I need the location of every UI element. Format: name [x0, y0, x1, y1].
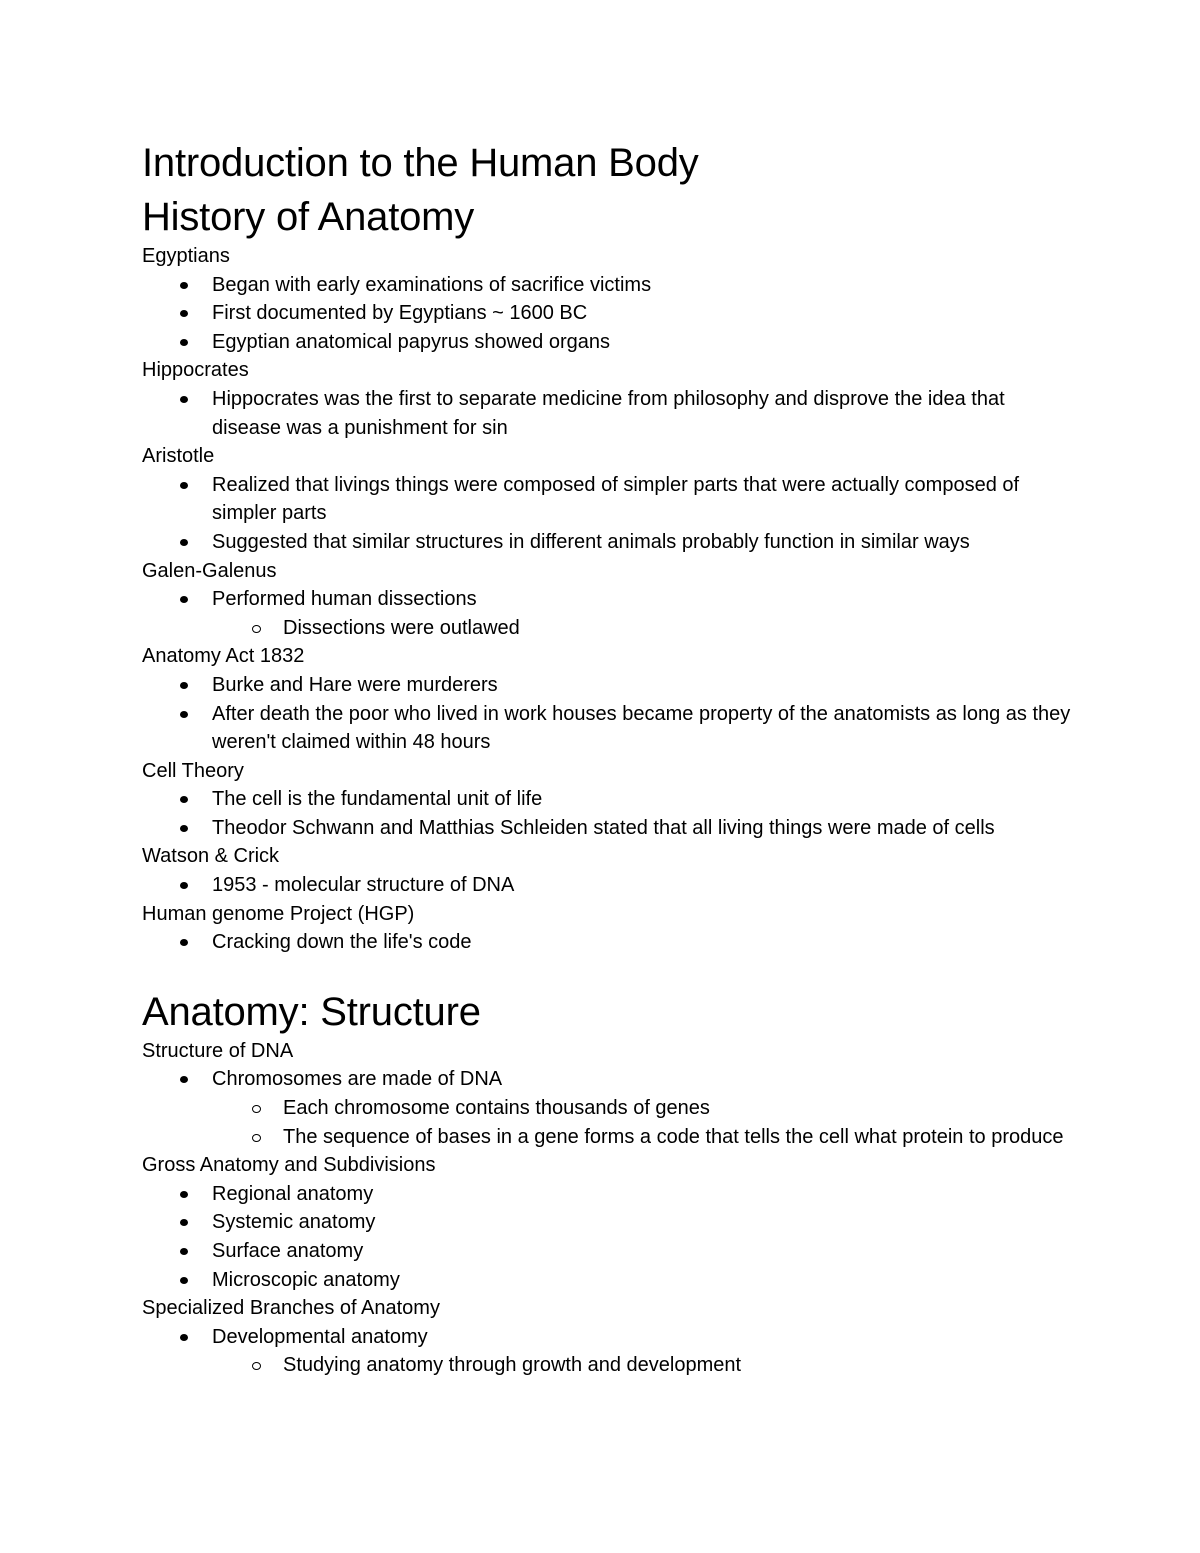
filled-bullet-icon: [180, 310, 188, 317]
bullet-list: [142, 671, 1072, 757]
hollow-bullet-icon: [252, 1134, 261, 1142]
section-label-watson-crick: Watson & Crick: [142, 845, 280, 868]
section-label-anatomy-act-1832: Anatomy Act 1832: [142, 645, 305, 668]
history-heading: History of Anatomy: [142, 195, 475, 239]
sub-list-item: [142, 1351, 1072, 1380]
bullet-list: [142, 1180, 1072, 1294]
list-item: [142, 471, 1072, 528]
bullet-list: [142, 1323, 1072, 1380]
list-item: [142, 1208, 1072, 1237]
hollow-bullet-icon: [252, 1105, 261, 1113]
filled-bullet-icon: [180, 396, 188, 403]
filled-bullet-icon: [180, 596, 188, 603]
bullet-list: [142, 785, 1072, 842]
structure-sections: [142, 1037, 1072, 1380]
filled-bullet-icon: [180, 1219, 188, 1226]
filled-bullet-icon: [180, 1248, 188, 1255]
bullet-list: [142, 585, 1072, 642]
bullet-list: [142, 471, 1072, 557]
list-item-text: Microscopic anatomy: [212, 1268, 400, 1291]
list-item-text: Surface anatomy: [212, 1240, 364, 1262]
list-item-text: Theodor Schwann and Matthias Schleiden stated that all living things were made of cells: [212, 816, 995, 839]
list-item-text: After death the poor who lived in work houses became property of the anatomists as long as they weren't claimed within 48 hours: [212, 702, 1071, 754]
list-item-text: The cell is the fundamental unit of life: [212, 788, 543, 811]
list-item: [142, 328, 1072, 357]
section-label-human-genome-project-hgp: Human genome Project (HGP): [142, 902, 415, 925]
list-item-text: Realized that livings things were composed of simpler parts that were actually composed of simpler parts: [212, 473, 1020, 525]
hollow-bullet-icon: [252, 1362, 261, 1370]
section-label-galen-galenus: Galen-Galenus: [142, 559, 277, 582]
filled-bullet-icon: [180, 1334, 188, 1341]
list-item-text: Dissections were outlawed: [283, 616, 520, 639]
filled-bullet-icon: [180, 939, 188, 946]
sub-list-item: [142, 1123, 1072, 1152]
list-item-text: Egyptian anatomical papyrus showed organs: [212, 330, 611, 353]
history-sections: [142, 242, 1072, 957]
bullet-list: [142, 871, 1072, 900]
filled-bullet-icon: [180, 711, 188, 718]
structure-heading: Anatomy: Structure: [142, 989, 481, 1034]
filled-bullet-icon: [180, 882, 188, 889]
list-item: [142, 385, 1072, 442]
list-item: [142, 1323, 1072, 1352]
section-label-egyptians: Egyptians: [142, 245, 230, 267]
list-item-text: Regional anatomy: [212, 1182, 374, 1205]
list-item: [142, 271, 1072, 300]
section-label-structure-of-dna: Structure of DNA: [142, 1039, 294, 1062]
hollow-bullet-icon: [252, 625, 261, 633]
filled-bullet-icon: [180, 1191, 188, 1198]
list-item-text: First documented by Egyptians ~ 1600 BC: [212, 302, 588, 325]
list-item: [142, 928, 1072, 957]
filled-bullet-icon: [180, 682, 188, 689]
list-item: [142, 1266, 1072, 1295]
list-item-text: Began with early examinations of sacrifice victims: [212, 273, 652, 296]
list-item: [142, 785, 1072, 814]
filled-bullet-icon: [180, 1076, 188, 1083]
list-item-text: Studying anatomy through growth and development: [283, 1354, 742, 1377]
list-item-text: Suggested that similar structures in different animals probably function in similar ways: [212, 530, 970, 553]
filled-bullet-icon: [180, 796, 188, 803]
bullet-list: [142, 928, 1072, 957]
list-item-text: Each chromosome contains thousands of genes: [283, 1097, 710, 1120]
section-label-specialized-branches-of-anatomy: Specialized Branches of Anatomy: [142, 1297, 440, 1320]
list-item-text: Systemic anatomy: [212, 1211, 376, 1234]
document-page: [142, 140, 1072, 1380]
filled-bullet-icon: [180, 539, 188, 546]
list-item: [142, 1180, 1072, 1209]
list-item: [142, 1237, 1072, 1266]
bullet-list: [142, 1065, 1072, 1151]
list-item-text: Hippocrates was the first to separate medicine from philosophy and disprove the idea that disease was a punishment for sin: [212, 387, 1005, 439]
sub-list-item: [142, 614, 1072, 643]
bullet-list: [142, 271, 1072, 357]
list-item: [142, 814, 1072, 843]
filled-bullet-icon: [180, 825, 188, 832]
list-item: [142, 585, 1072, 614]
list-item-text: Performed human dissections: [212, 588, 477, 611]
list-item: [142, 700, 1072, 757]
list-item-text: Cracking down the life's code: [212, 931, 472, 954]
list-item-text: Burke and Hare were murderers: [212, 673, 498, 696]
filled-bullet-icon: [180, 482, 188, 489]
list-item-text: Developmental anatomy: [212, 1325, 428, 1348]
filled-bullet-icon: [180, 282, 188, 289]
filled-bullet-icon: [180, 339, 188, 346]
list-item: [142, 671, 1072, 700]
section-label-cell-theory: Cell Theory: [142, 759, 244, 782]
bullet-list: [142, 385, 1072, 442]
list-item: [142, 528, 1072, 557]
sub-list-item: [142, 1094, 1072, 1123]
list-item-text: Chromosomes are made of DNA: [212, 1068, 503, 1091]
section-label-gross-anatomy-and-subdivisions: Gross Anatomy and Subdivisions: [142, 1154, 436, 1177]
list-item-text: The sequence of bases in a gene forms a code that tells the cell what protein to produce: [283, 1125, 1064, 1148]
section-label-hippocrates: Hippocrates: [142, 359, 249, 382]
document-title: Introduction to the Human Body: [142, 141, 699, 185]
list-item: [142, 299, 1072, 328]
filled-bullet-icon: [180, 1277, 188, 1284]
list-item-text: 1953 - molecular structure of DNA: [212, 874, 515, 897]
section-label-aristotle: Aristotle: [142, 445, 215, 468]
list-item: [142, 871, 1072, 900]
list-item: [142, 1065, 1072, 1094]
